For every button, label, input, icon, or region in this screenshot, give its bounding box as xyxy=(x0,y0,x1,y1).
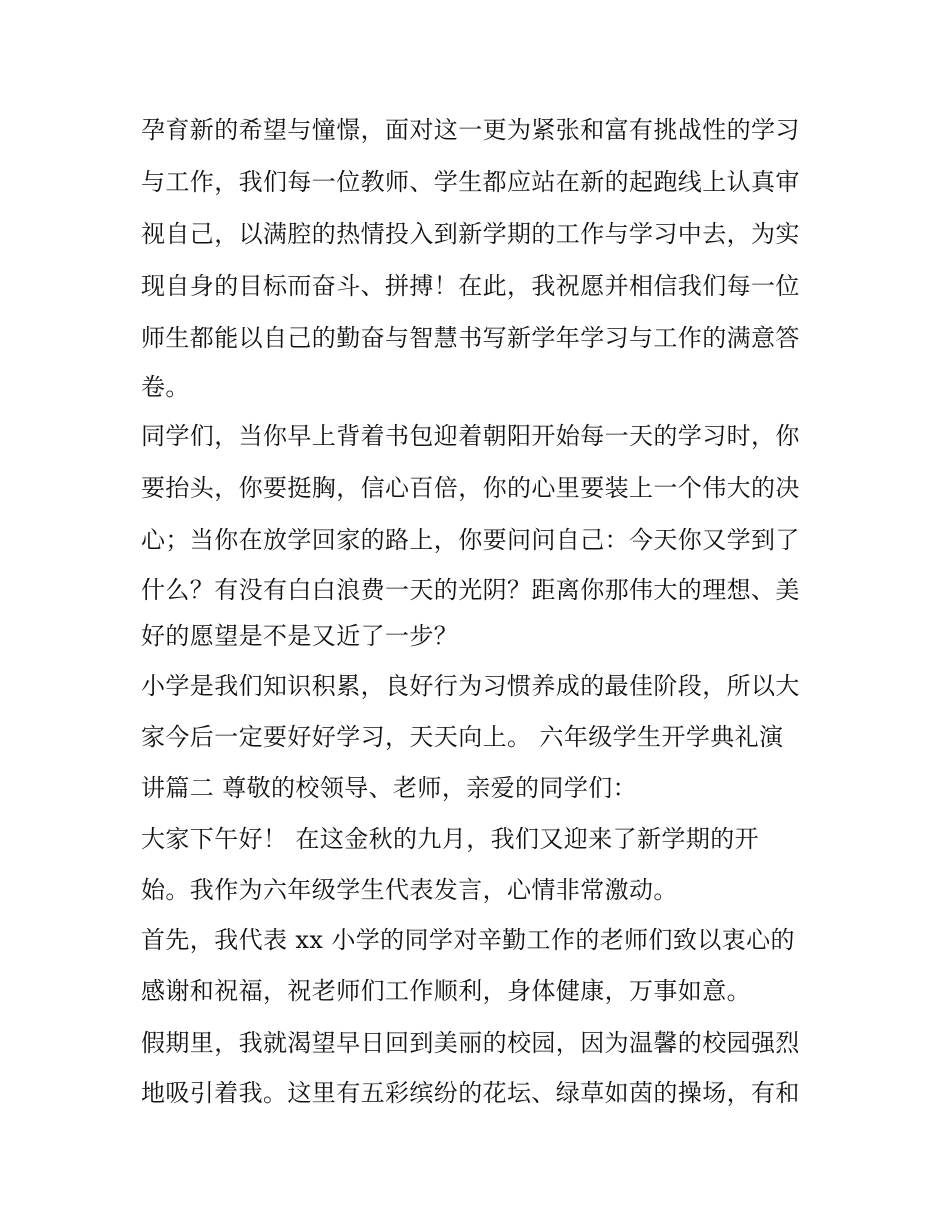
text-line: 家今后一定要好好学习，天天向上。 六年级学生开学典礼演 xyxy=(141,723,784,751)
text-line: 与工作，我们每一位教师、学生都应站在新的起跑线上认真审 xyxy=(141,168,800,196)
text-line: 现自身的目标而奋斗、拼搏！在此，我祝愿并相信我们每一位 xyxy=(141,272,800,300)
text-line: 地吸引着我。这里有五彩缤纷的花坛、绿草如茵的操场，有和 xyxy=(141,1079,800,1107)
text-line: 大家下午好！ 在这金秋的九月，我们又迎来了新学期的开 xyxy=(141,825,760,853)
text-line: 卷。 xyxy=(141,373,190,401)
text-line: 始。我作为六年级学生代表发言，心情非常激动。 xyxy=(141,876,678,904)
text-line: 感谢和祝福，祝老师们工作顺利，身体健康，万事如意。 xyxy=(141,977,751,1005)
text-line: 首先，我代表 xx 小学的同学对辛勤工作的老师们致以衷心的 xyxy=(141,926,795,954)
text-line: 孕育新的希望与憧憬，面对这一更为紧张和富有挑战性的学习 xyxy=(141,116,800,144)
text-line: 什么？有没有白白浪费一天的光阴？距离你那伟大的理想、美 xyxy=(141,576,800,604)
text-line: 要抬头，你要挺胸，信心百倍，你的心里要装上一个伟大的决 xyxy=(141,474,800,502)
text-line: 师生都能以自己的勤奋与智慧书写新学年学习与工作的满意答 xyxy=(141,324,800,352)
text-line: 小学是我们知识积累，良好行为习惯养成的最佳阶段，所以大 xyxy=(141,672,800,700)
text-line: 讲篇二 尊敬的校领导、老师，亲爱的同学们： xyxy=(141,774,638,802)
text-line: 视自己，以满腔的热情投入到新学期的工作与学习中去，为实 xyxy=(141,220,800,248)
text-line: 假期里，我就渴望早日回到美丽的校园，因为温馨的校园强烈 xyxy=(141,1029,800,1057)
text-line: 同学们，当你早上背着书包迎着朝阳开始每一天的学习时，你 xyxy=(141,422,800,450)
text-line: 好的愿望是不是又近了一步？ xyxy=(141,622,459,650)
text-line: 心；当你在放学回家的路上，你要问问自己：今天你又学到了 xyxy=(141,526,800,554)
